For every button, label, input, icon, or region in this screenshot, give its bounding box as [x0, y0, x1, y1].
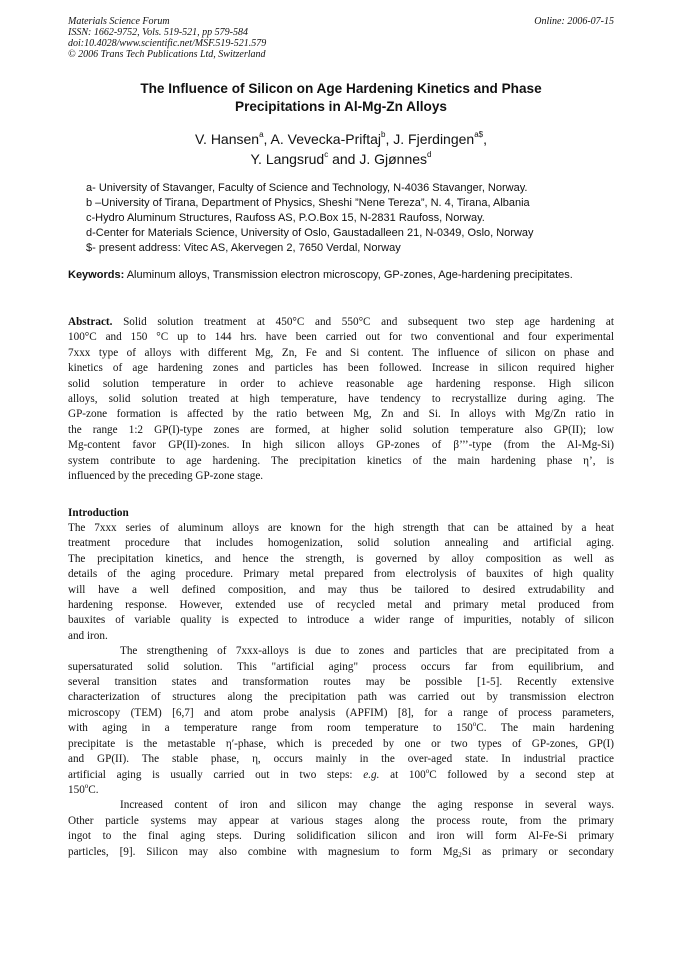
- body-text: C.: [88, 783, 99, 796]
- introduction-body: [68, 521, 614, 860]
- abstract-line: GP-zone formation is affected by the ratio between Mg, Zn and Si. In alloys with Mg/Zn ratio in: [68, 408, 614, 421]
- section-heading: Introduction: [68, 507, 129, 519]
- author-list: [68, 129, 614, 169]
- body-line: [68, 845, 614, 860]
- body-line: treatment procedure that includes homogenization, solid solution annealing and artificial aging.: [68, 537, 614, 550]
- abstract-line: system contribute to age hardening. The precipitation kinetics of the main hardening phase η’, is: [68, 454, 614, 467]
- body-line: several transition states and transformation routes may be possible [1-5]. Recently extensive: [68, 676, 614, 689]
- journal-name: Materials Science Forum: [68, 16, 170, 27]
- author-name: Y. Langsrud: [250, 151, 325, 167]
- title-line: Precipitations in Al-Mg-Zn Alloys: [235, 99, 447, 114]
- title-line: The Influence of Silicon on Age Hardening Kinetics and Phase: [140, 81, 542, 96]
- abstract-line: [68, 315, 614, 330]
- affiliation-item: b –University of Tirana, Department of Physics, Sheshi ”Nene Tereza”, N. 4, Tirana, Albania: [86, 197, 530, 209]
- abstract-line: 7xxx type of alloys with different Mg, Zn, Fe and Si content. The influence of silicon on phase and: [68, 346, 614, 359]
- body-text: 150: [68, 783, 85, 796]
- degree-mark: o: [425, 766, 430, 775]
- body-line: [68, 783, 614, 798]
- body-line: [68, 768, 614, 783]
- affiliation-mark: c: [324, 150, 329, 159]
- author-separator: ,: [483, 131, 487, 147]
- affiliation-item: a- University of Stavanger, Faculty of Science and Technology, N-4036 Stavanger, Norway.: [86, 182, 528, 194]
- affiliation-mark: b: [381, 130, 386, 139]
- author-name: and J. Gjønnes: [328, 151, 428, 167]
- author-name: , A. Vevecka-Priftaj: [263, 131, 382, 147]
- abstract-line: Mg-content favor GP(II)-zones. In high silicon alloys GP-zones of β’’’-type (from the Al-Mg-Si): [68, 439, 614, 452]
- keywords: [68, 268, 614, 283]
- body-line: The precipitation kinetics, and hence the strength, is governed by alloy composition as well as: [68, 552, 614, 565]
- author-line: [68, 129, 614, 149]
- body-line: Other particle systems may appear at various stages along the process route, from the primary: [68, 814, 614, 827]
- degree-mark: o: [84, 781, 89, 790]
- body-line: details of the aging procedure. Primary metal prepared from electrolysis of bauxites of high quality: [68, 568, 614, 581]
- journal-header: [68, 16, 614, 60]
- body-text: C followed by a second step at: [429, 768, 615, 781]
- abstract-line: kinetics of age hardening zones and particles has been followed. Increase in silicon required higher: [68, 362, 614, 375]
- affiliation-item: d-Center for Materials Science, University of Oslo, Gaustadalleen 21, N-0349, Oslo, Norway: [86, 227, 534, 239]
- author-name: , J. Fjerdingen: [385, 131, 475, 147]
- affiliation-mark: a$: [474, 130, 484, 139]
- body-line: and iron.: [68, 629, 108, 642]
- body-line: The strengthening of 7xxx-alloys is due to zones and particles that are precipitated from a: [120, 645, 614, 658]
- subscript: 2: [458, 850, 462, 859]
- body-line: bauxites of variable quality is expected to introduce a wider range of impurities, notably of silicon: [68, 614, 614, 627]
- body-text: artificial aging is usually carried out in two steps:: [68, 768, 364, 781]
- body-text: Si as primary or secondary: [461, 845, 615, 858]
- affiliation-item: $- present address: Vitec AS, Akervegen 2, 7650 Verdal, Norway: [86, 242, 401, 254]
- doi-line: doi:10.4028/www.scientific.net/MSF.519-521.579: [68, 38, 267, 49]
- body-text: at 100: [379, 768, 426, 781]
- abstract-line: 100°C and 150 °C up to 144 hrs. have been carried out for two conventional and four experimental: [68, 331, 614, 344]
- body-line: [68, 737, 614, 752]
- online-date: Online: 2006-07-15: [534, 16, 614, 27]
- body-emphasis: e.g.: [363, 768, 380, 781]
- keywords-text: Aluminum alloys, Transmission electron microscopy, GP-zones, Age-hardening precipitates.: [124, 269, 573, 281]
- affiliation-item: c-Hydro Aluminum Structures, Raufoss AS, P.O.Box 15, N-2831 Raufoss, Norway.: [86, 212, 485, 224]
- copyright-line: © 2006 Trans Tech Publications Ltd, Switzerland: [68, 49, 266, 60]
- abstract-line: alloys, solid solution treated at high temperature, have tendency to recrystallize during aging. The: [68, 393, 614, 406]
- abstract: [68, 315, 614, 484]
- body-text: ′-phase, which is preceded by one or two types of GP-zones, GP(I): [231, 737, 614, 750]
- affiliation-mark: d: [427, 150, 432, 159]
- body-line: characterization of structures along the precipitation path was carried out by transmission electron: [68, 691, 614, 704]
- body-line: will have a well defined composition, and may thus be tailored to desired extrudability and: [68, 583, 614, 596]
- author-line: [68, 149, 614, 169]
- abstract-line: solid solution temperature in order to achieve reasonable age hardening response. High silicon: [68, 377, 614, 390]
- paper-title: [68, 80, 614, 116]
- body-line: microscopy (TEM) [6,7] and atom probe analysis (APFIM) [8], for a range of process parameters,: [68, 706, 614, 719]
- body-text: precipitate is the metastable η: [68, 737, 232, 750]
- issn-line: ISSN: 1662-9752, Vols. 519-521, pp 579-584: [68, 27, 248, 38]
- body-text: C. The main hardening: [476, 722, 614, 735]
- abstract-text: Solid solution treatment at 450°C and 550°C and subsequent two step age hardening at: [112, 316, 614, 328]
- body-line: supersaturated solid solution. This "artificial aging" process occurs far from equilibrium, and: [68, 660, 614, 673]
- body-line: Increased content of iron and silicon may change the aging response in several ways.: [120, 799, 614, 812]
- abstract-line: the range 1:2 GP(I)-type zones are formed, at higher solid solution temperature also GP(II); low: [68, 423, 614, 436]
- body-line: [68, 721, 614, 736]
- author-name: V. Hansen: [194, 131, 260, 147]
- keywords-label: Keywords:: [68, 269, 125, 281]
- abstract-line: influenced by the preceding GP-zone stage.: [68, 470, 264, 483]
- body-line: ingot to the final aging steps. During solidification silicon and iron will form Al-Fe-Si primary: [68, 830, 614, 843]
- degree-mark: o: [472, 720, 477, 729]
- affiliations: [86, 181, 616, 256]
- abstract-label: Abstract.: [68, 316, 113, 328]
- body-line: and GP(II). The stable phase, η, occurs mainly in the over-aged state. In industrial practice: [68, 753, 614, 766]
- body-line: hardening response. However, extended use of recycled metal and primary metal produced from: [68, 599, 614, 612]
- body-text: particles, [9]. Silicon may also combine with magnesium to form Mg: [68, 845, 459, 858]
- body-line: The 7xxx series of aluminum alloys are known for the high strength that can be attained by a heat: [68, 522, 614, 534]
- affiliation-mark: a: [259, 130, 264, 139]
- body-text: with aging in a temperature range from room temperature to 150: [68, 722, 473, 735]
